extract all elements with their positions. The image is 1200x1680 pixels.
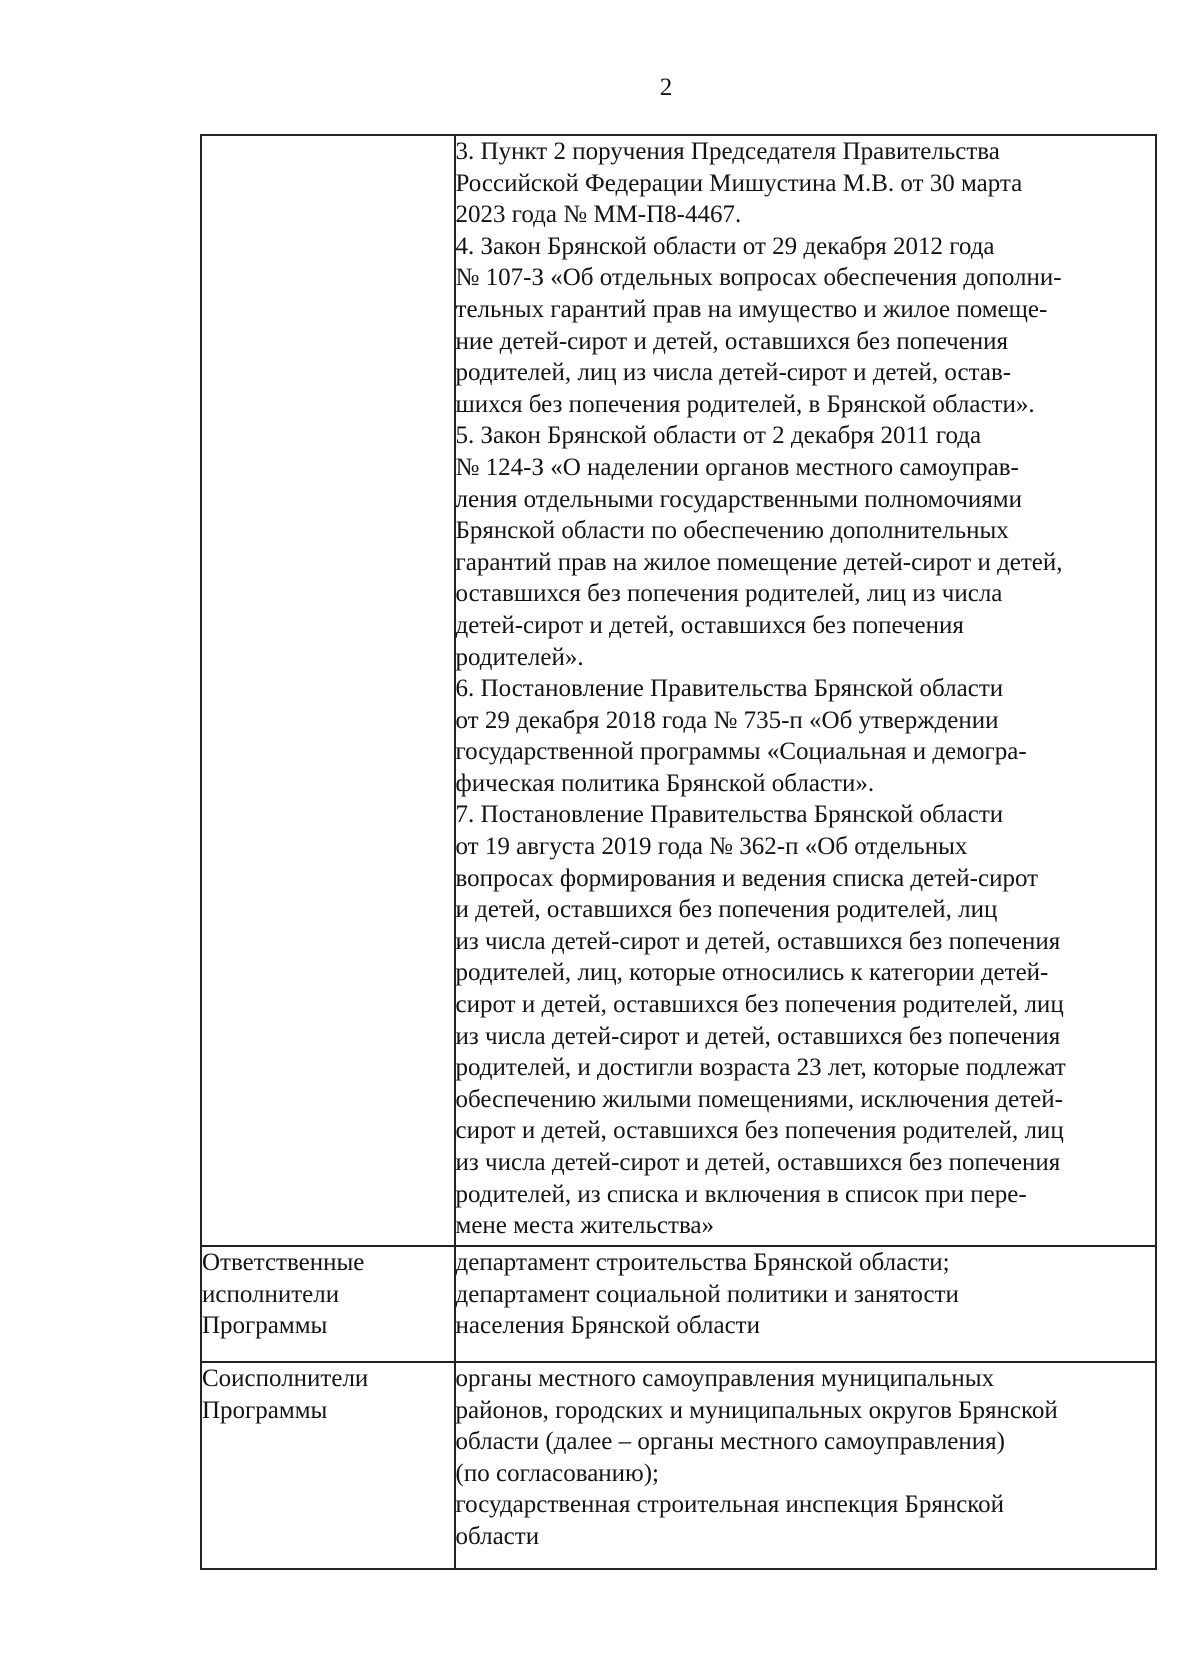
- row-content-line: области (далее – органы местного самоуправления): [455, 1428, 1005, 1456]
- row-content-line: детей-сирот и детей, оставшихся без попечения: [455, 611, 964, 639]
- row-content-line: сирот и детей, оставшихся без попечения родителей, лиц: [455, 1117, 1064, 1145]
- row-content-cell: [455, 1246, 1156, 1362]
- row-content-line: сирот и детей, оставшихся без попечения родителей, лиц: [455, 991, 1064, 1019]
- row-content-line: ления отдельными государственными полномочиями: [455, 485, 1022, 513]
- row-label-line: Ответственные: [202, 1249, 365, 1276]
- row-content-line: Брянской области по обеспечению дополнительных: [455, 517, 1009, 545]
- table-row-co-executors: [201, 1362, 1156, 1569]
- row-content-cell: [455, 1362, 1156, 1569]
- row-content-line: тельных гарантий прав на имущество и жилое помеще-: [455, 295, 1048, 323]
- row-content-line: из числа детей-сирот и детей, оставшихся без попечения: [455, 1149, 1061, 1176]
- row-content-line: районов, городских и муниципальных округов Брянской: [455, 1396, 1058, 1424]
- row-content-line: родителей, лиц, которые относились к категории детей-: [455, 959, 1049, 987]
- table-row-responsible-executors: [201, 1246, 1156, 1362]
- row-content-line: фическая политика Брянской области».: [455, 769, 875, 797]
- row-content-line: 5. Закон Брянской области от 2 декабря 2011 года: [455, 422, 982, 450]
- row-label-cell: [201, 135, 455, 1246]
- row-label-line: Соисполнители: [202, 1365, 369, 1392]
- row-content-line: обеспечению жилыми помещениями, исключения детей-: [455, 1085, 1063, 1113]
- row-content-cell: [455, 135, 1156, 1246]
- row-label-line: исполнители: [202, 1280, 340, 1308]
- row-content-line: шихся без попечения родителей, в Брянской области».: [455, 390, 1035, 418]
- row-content-line: департамент строительства Брянской области;: [455, 1249, 950, 1276]
- table-row-legal-basis: [201, 135, 1156, 1246]
- row-content-line: мене места жительства»: [455, 1212, 715, 1240]
- row-label-cell: [201, 1362, 455, 1569]
- row-content-line: оставшихся без попечения родителей, лиц из числа: [455, 580, 1003, 608]
- row-content-line: 2023 года № ММ-П8-4467.: [455, 201, 742, 229]
- row-content-line: 4. Закон Брянской области от 29 декабря 2012 года: [455, 232, 995, 260]
- row-content-line: Российской Федерации Мишустина М.В. от 30 марта: [455, 169, 1023, 197]
- row-content-line: из числа детей-сирот и детей, оставшихся без попечения: [455, 927, 1061, 955]
- row-content-line: родителей, из списка и включения в список при пере-: [455, 1180, 1027, 1208]
- row-content-line: родителей».: [455, 643, 584, 671]
- page-number: 2: [659, 74, 673, 101]
- row-content-line: 7. Постановление Правительства Брянской области: [455, 801, 1004, 829]
- row-content-line: родителей, лиц из числа детей-сирот и детей, остав-: [455, 359, 1012, 387]
- row-content-line: и детей, оставшихся без попечения родителей, лиц: [455, 896, 998, 924]
- row-content-line: гарантий прав на жилое помещение детей-сирот и детей,: [455, 548, 1063, 576]
- row-content-line: вопросах формирования и ведения списка детей-сирот: [455, 864, 1039, 892]
- row-content-line: департамент социальной политики и занятости: [455, 1280, 959, 1308]
- row-label-cell: [201, 1246, 455, 1362]
- row-label-line: Программы: [202, 1312, 328, 1340]
- row-content-line: из числа детей-сирот и детей, оставшихся без попечения: [455, 1022, 1061, 1050]
- row-label-line: Программы: [202, 1396, 328, 1424]
- row-content-line: государственная строительная инспекция Брянской: [455, 1491, 1005, 1519]
- row-content-line: населения Брянской области: [455, 1312, 760, 1340]
- row-content-line: государственной программы «Социальная и демогра-: [455, 738, 1027, 766]
- row-content-line: органы местного самоуправления муниципальных: [455, 1365, 995, 1392]
- program-passport-table: [200, 134, 1157, 1570]
- row-content-line: от 29 декабря 2018 года № 735-п «Об утверждении: [455, 706, 999, 734]
- row-content-line: родителей, и достигли возраста 23 лет, которые подлежат: [455, 1054, 1066, 1082]
- row-content-line: (по согласованию);: [455, 1459, 659, 1487]
- row-content-line: от 19 августа 2019 года № 362-п «Об отдельных: [455, 833, 968, 861]
- row-content-line: области: [455, 1522, 540, 1550]
- row-content-line: № 124-З «О наделении органов местного самоуправ-: [455, 453, 1019, 481]
- row-content-line: 3. Пункт 2 поручения Председателя Правительства: [455, 138, 1000, 165]
- row-content-line: ние детей-сирот и детей, оставшихся без попечения: [455, 327, 1009, 355]
- row-content-line: № 107-З «Об отдельных вопросах обеспечения дополни-: [455, 264, 1062, 292]
- row-content-line: 6. Постановление Правительства Брянской области: [455, 675, 1004, 703]
